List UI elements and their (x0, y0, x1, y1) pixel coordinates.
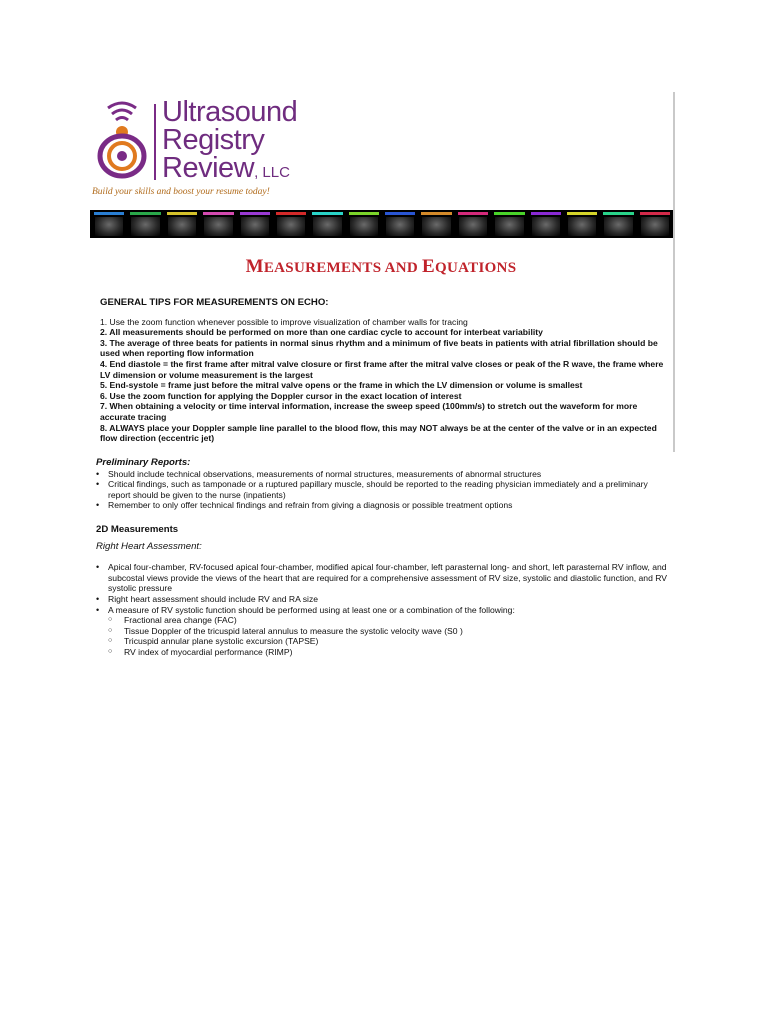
logo-line-3 (162, 154, 297, 187)
title-rest-2: QUATIONS (435, 260, 517, 276)
logo-line-3-text: Review (162, 152, 255, 184)
thumbnail-scan-image (95, 217, 123, 236)
ultrasound-logo-icon (96, 98, 148, 182)
ultrasound-thumbnail (529, 210, 563, 238)
general-tips-section (100, 298, 666, 444)
ultrasound-thumbnail (165, 210, 199, 238)
tip-item: 1. Use the zoom function whenever possible to improve visualization of chamber walls for tracing (100, 316, 468, 327)
measurements-2d-heading: 2D Measurements (96, 523, 179, 535)
right-heart-subheading: Right Heart Assessment: (96, 540, 202, 552)
thumbnail-scan-image (568, 217, 596, 236)
logo-suffix: , LLC (254, 164, 290, 181)
ultrasound-thumbnail (456, 210, 490, 238)
thumbnail-color-band (567, 212, 597, 215)
list-item: • Apical four-chamber, RV-focused apical four-chamber, modified apical four-chamber, left parasternal long- and short, left parasternal RV inflow, and subcostal views provide the views of the heart that are required for a comprehensive assessment of RV size, systolic and diastolic function, and RV systolic pressure (96, 562, 670, 594)
ultrasound-thumbnail (310, 210, 344, 238)
logo-line-2: Registry (162, 124, 265, 156)
sub-list-item: ○ Tricuspid annular plane systolic excursion (TAPSE) (96, 636, 670, 647)
tip-item: 2. All measurements should be performed on more than one cardiac cycle to account for interbeat variability (100, 327, 543, 338)
ultrasound-thumbnail (638, 210, 672, 238)
ultrasound-thumbnail (565, 210, 599, 238)
lower-content (96, 458, 670, 658)
list-item: • Should include technical observations, measurements of normal structures, measurements of abnormal structures (96, 469, 670, 480)
tip-item: 6. Use the zoom function for applying the Doppler cursor in the exact location of interest (100, 390, 462, 401)
ultrasound-thumbnail (201, 210, 235, 238)
thumbnail-color-band (531, 212, 561, 215)
sub-list-item: ○ Tissue Doppler of the tricuspid lateral annulus to measure the systolic velocity wave (S0 ) (96, 626, 670, 637)
logo-wordmark (162, 98, 297, 187)
thumbnail-color-band (603, 212, 633, 215)
tip-item: 5. End-systole = frame just before the mitral valve opens or the frame in which the LV dimension or volume is smallest (100, 380, 583, 391)
thumbnail-scan-image (168, 217, 196, 236)
thumbnail-scan-image (241, 217, 269, 236)
ultrasound-thumbnail (238, 210, 272, 238)
title-rest-1: EASUREMENTS AND (263, 260, 423, 276)
list-item: • Remember to only offer technical findings and refrain from giving a diagnosis or possible treatment options (96, 500, 670, 511)
thumbnail-scan-image (459, 217, 487, 236)
ultrasound-thumbnail (92, 210, 126, 238)
thumbnail-color-band (276, 212, 306, 215)
page-title (88, 256, 674, 278)
list-item: • A measure of RV systolic function should be performed using at least one or a combination of the following: (96, 605, 670, 616)
thumbnail-scan-image (277, 217, 305, 236)
sub-list-item: ○ RV index of myocardial performance (RIMP) (96, 647, 670, 658)
thumbnail-scan-image (641, 217, 669, 236)
ultrasound-thumbnail (347, 210, 381, 238)
ultrasound-thumbnail (274, 210, 308, 238)
thumbnail-scan-image (604, 217, 632, 236)
list-item: • Critical findings, such as tamponade or a ruptured papillary muscle, should be reported to the reading physician immediately and a preliminary report should be given to the nurse (inpatients) (96, 479, 670, 500)
ultrasound-image-strip (90, 210, 674, 238)
tip-item: 7. When obtaining a velocity or time interval information, increase the sweep speed (100mm/s) to stretch out the waveform for more accurate tracing (100, 401, 638, 422)
ultrasound-thumbnail (601, 210, 635, 238)
logo-divider (154, 104, 156, 180)
preliminary-list (96, 469, 670, 511)
thumbnail-color-band (458, 212, 488, 215)
thumbnail-scan-image (495, 217, 523, 236)
thumbnail-color-band (421, 212, 451, 215)
title-initial-2: E (422, 256, 436, 277)
sub-list-item: ○ Fractional area change (FAC) (96, 615, 670, 626)
thumbnail-color-band (312, 212, 342, 215)
thumbnail-color-band (494, 212, 524, 215)
ultrasound-thumbnail (419, 210, 453, 238)
thumbnail-scan-image (313, 217, 341, 236)
rv-systolic-methods-list (96, 615, 670, 657)
right-heart-list (96, 562, 670, 615)
preliminary-heading: Preliminary Reports: (96, 457, 191, 468)
thumbnail-scan-image (386, 217, 414, 236)
thumbnail-scan-image (532, 217, 560, 236)
tip-item: 4. End diastole = the first frame after mitral valve closure or first frame after the mitral valve closes or peak of the R wave, the frame where LV dimension or volume measurement is the largest (100, 358, 664, 380)
thumbnail-color-band (385, 212, 415, 215)
thumbnail-scan-image (204, 217, 232, 236)
thumbnail-scan-image (350, 217, 378, 236)
ultrasound-thumbnail (383, 210, 417, 238)
thumbnail-scan-image (131, 217, 159, 236)
logo-line-1: Ultrasound (162, 96, 298, 128)
thumbnail-color-band (203, 212, 233, 215)
thumbnail-scan-image (422, 217, 450, 236)
thumbnail-color-band (640, 212, 670, 215)
tip-item: 8. ALWAYS place your Doppler sample line parallel to the blood flow, this may NOT always be at the center of the valve or in an expected flow direction (eccentric jet) (100, 422, 657, 444)
title-initial-1: M (245, 256, 264, 277)
thumbnail-color-band (167, 212, 197, 215)
tips-list (100, 317, 666, 444)
thumbnail-color-band (94, 212, 124, 215)
header-banner (88, 92, 674, 238)
thumbnail-color-band (240, 212, 270, 215)
thumbnail-color-band (349, 212, 379, 215)
ultrasound-thumbnail (492, 210, 526, 238)
tagline: Build your skills and boost your resume today! (92, 187, 270, 197)
ultrasound-thumbnail (128, 210, 162, 238)
list-item: • Right heart assessment should include RV and RA size (96, 594, 670, 605)
tips-heading: GENERAL TIPS FOR MEASUREMENTS ON ECHO: (100, 297, 329, 308)
tip-item: 3. The average of three beats for patients in normal sinus rhythm and a minimum of five beats in patients with atrial fibrillation should be used when reporting flow information (100, 337, 658, 359)
thumbnail-color-band (130, 212, 160, 215)
